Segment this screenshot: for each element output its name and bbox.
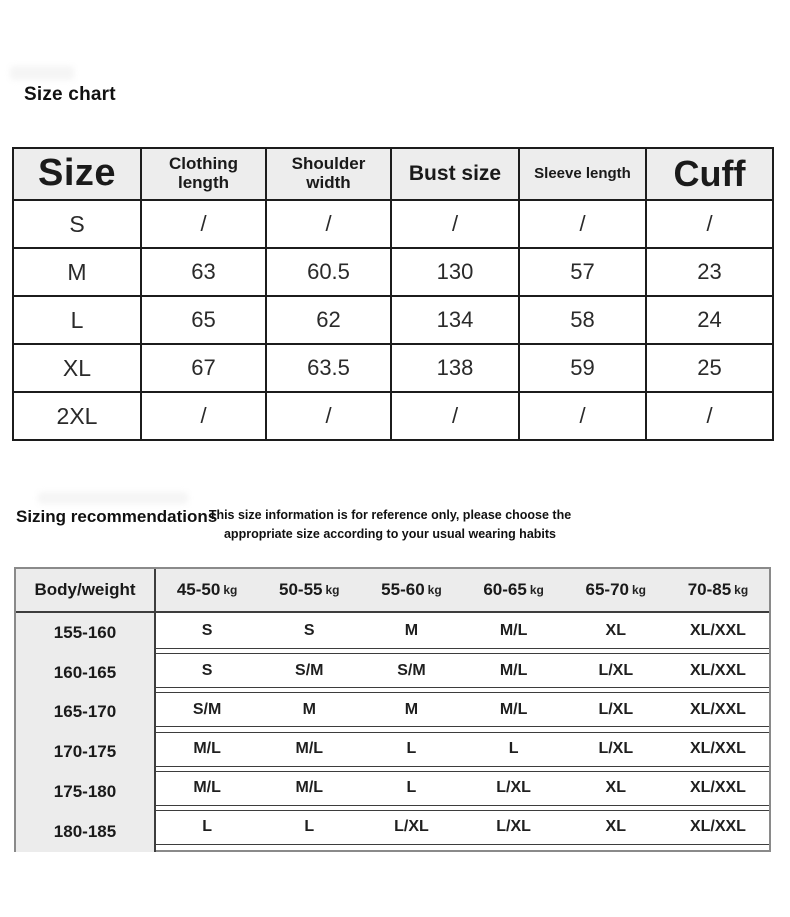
size-label: S	[13, 200, 141, 248]
size-recommendation: L	[202, 818, 212, 836]
size-recommendation: L/XL	[394, 818, 429, 836]
weight-unit: kg	[427, 583, 442, 597]
size-recommendation: L/XL	[598, 700, 634, 718]
column-header-clothing-length: Clothing length	[141, 148, 266, 200]
size-recommendation: XL/XXL	[689, 661, 746, 679]
size-label: XL	[13, 344, 141, 392]
corner-label-body-weight: Body/weight	[16, 569, 156, 611]
weight-columns	[156, 569, 769, 611]
size-recommendation: M/L	[499, 661, 528, 679]
size-recommendation: S/M	[295, 661, 324, 679]
page-title: Size chart	[24, 84, 116, 105]
weight-unit: kg	[529, 583, 544, 597]
sizing-matrix-table	[14, 567, 771, 852]
cell-bust-size: 130	[391, 248, 519, 296]
cell-clothing-length: /	[141, 392, 266, 440]
table-row	[156, 692, 769, 727]
size-recommendation: XL/XXL	[689, 740, 746, 758]
size-recommendation: L/XL	[496, 818, 531, 836]
weight-unit: kg	[734, 583, 749, 597]
cell-bust-size: 138	[391, 344, 519, 392]
weight-range: 45-50	[176, 580, 221, 599]
weight-range: 55-60	[381, 580, 425, 599]
size-chart-table	[12, 147, 774, 441]
watermark-smudge	[10, 66, 74, 80]
cell-cuff: 25	[646, 344, 773, 392]
column-header-sleeve-length: Sleeve length	[519, 148, 646, 200]
column-header-shoulder-width: Shoulder width	[266, 148, 391, 200]
size-recommendation: XL/XXL	[689, 621, 746, 639]
weight-unit: kg	[223, 583, 238, 597]
weight-range: 70-85	[687, 580, 732, 599]
size-recommendation: S	[201, 621, 213, 639]
size-recommendation: M/L	[499, 700, 528, 718]
size-recommendation: L	[508, 740, 519, 758]
size-recommendation: S/M	[397, 661, 426, 679]
weight-column-header	[156, 569, 258, 611]
table-row	[13, 248, 773, 296]
cell-shoulder-width: /	[266, 392, 391, 440]
cell-bust-size: /	[391, 392, 519, 440]
table-row	[156, 732, 769, 767]
table-row	[156, 613, 769, 649]
cell-shoulder-width: 62	[266, 296, 391, 344]
size-recommendation: XL/XXL	[689, 700, 746, 718]
table-row	[156, 810, 769, 845]
height-range-label: 165-170	[53, 702, 117, 722]
table-row	[13, 296, 773, 344]
table-row	[13, 200, 773, 248]
size-recommendation: L	[406, 740, 417, 758]
weight-column-header	[360, 569, 462, 611]
table-row	[13, 344, 773, 392]
cell-clothing-length: /	[141, 200, 266, 248]
cell-clothing-length: 67	[141, 344, 266, 392]
size-recommendation: XL	[605, 818, 626, 836]
recommendations-title: Sizing recommendations	[16, 507, 218, 526]
column-header-size: Size	[13, 148, 141, 200]
cell-sleeve-length: 59	[519, 344, 646, 392]
height-range-label: 180-185	[53, 821, 117, 841]
size-recommendation: S	[201, 661, 213, 679]
height-range-label: 170-175	[53, 742, 117, 762]
note-line: appropriate size according to your usual wearing habits	[223, 527, 556, 542]
cell-shoulder-width: /	[266, 200, 391, 248]
cell-cuff: 23	[646, 248, 773, 296]
size-recommendation: L/XL	[496, 779, 531, 797]
size-recommendation: M	[404, 700, 419, 718]
recommendations-note	[205, 506, 575, 545]
weight-column-header	[565, 569, 667, 611]
weight-unit: kg	[325, 583, 340, 597]
height-range-label: 155-160	[53, 622, 117, 642]
size-recommendation: M	[302, 700, 316, 718]
note-line: This size information is for reference only, please choose the	[208, 508, 572, 522]
weight-column-header	[463, 569, 565, 611]
cell-clothing-length: 65	[141, 296, 266, 344]
cell-sleeve-length: /	[519, 200, 646, 248]
column-header-bust-size: Bust size	[391, 148, 519, 200]
size-label: L	[13, 296, 141, 344]
cell-sleeve-length: /	[519, 392, 646, 440]
size-label: M	[13, 248, 141, 296]
size-recommendation: L/XL	[598, 740, 634, 758]
size-recommendation: XL/XXL	[689, 818, 746, 836]
size-recommendation: M/L	[499, 621, 528, 639]
weight-column-header	[667, 569, 769, 611]
weight-range: 60-65	[483, 580, 527, 599]
table-row	[156, 771, 769, 806]
size-recommendation: M/L	[193, 779, 221, 797]
cell-bust-size: 134	[391, 296, 519, 344]
weight-column-header	[258, 569, 360, 611]
weight-unit: kg	[632, 583, 647, 597]
size-recommendation: M/L	[295, 740, 324, 758]
cell-cuff: 24	[646, 296, 773, 344]
watermark-smudge	[38, 492, 188, 504]
size-recommendation: L	[304, 818, 315, 836]
size-recommendation: S/M	[192, 700, 222, 718]
cell-bust-size: /	[391, 200, 519, 248]
size-recommendation: XL	[605, 621, 626, 639]
weight-range: 65-70	[585, 580, 629, 599]
size-recommendation: XL	[605, 779, 626, 797]
matrix-rows	[156, 613, 769, 852]
cell-sleeve-length: 58	[519, 296, 646, 344]
table-row	[156, 653, 769, 688]
matrix-body	[16, 613, 769, 852]
height-range-label: 175-180	[53, 782, 117, 802]
size-recommendation: L	[406, 779, 417, 797]
size-recommendation: XL/XXL	[689, 779, 746, 797]
table-row	[13, 392, 773, 440]
cell-cuff: /	[646, 392, 773, 440]
size-recommendation: M	[404, 621, 419, 639]
size-recommendation: M/L	[193, 740, 221, 758]
cell-cuff: /	[646, 200, 773, 248]
size-recommendation: L/XL	[598, 661, 634, 679]
size-recommendation: M/L	[295, 779, 324, 797]
matrix-header-row	[16, 569, 769, 613]
height-range-label: 160-165	[53, 662, 117, 682]
cell-shoulder-width: 63.5	[266, 344, 391, 392]
column-header-cuff: Cuff	[646, 148, 773, 200]
cell-shoulder-width: 60.5	[266, 248, 391, 296]
size-chart-header-row	[13, 148, 773, 200]
cell-clothing-length: 63	[141, 248, 266, 296]
size-recommendation: S	[303, 621, 315, 639]
cell-sleeve-length: 57	[519, 248, 646, 296]
height-column	[16, 613, 156, 852]
size-label: 2XL	[13, 392, 141, 440]
weight-range: 50-55	[279, 580, 323, 599]
